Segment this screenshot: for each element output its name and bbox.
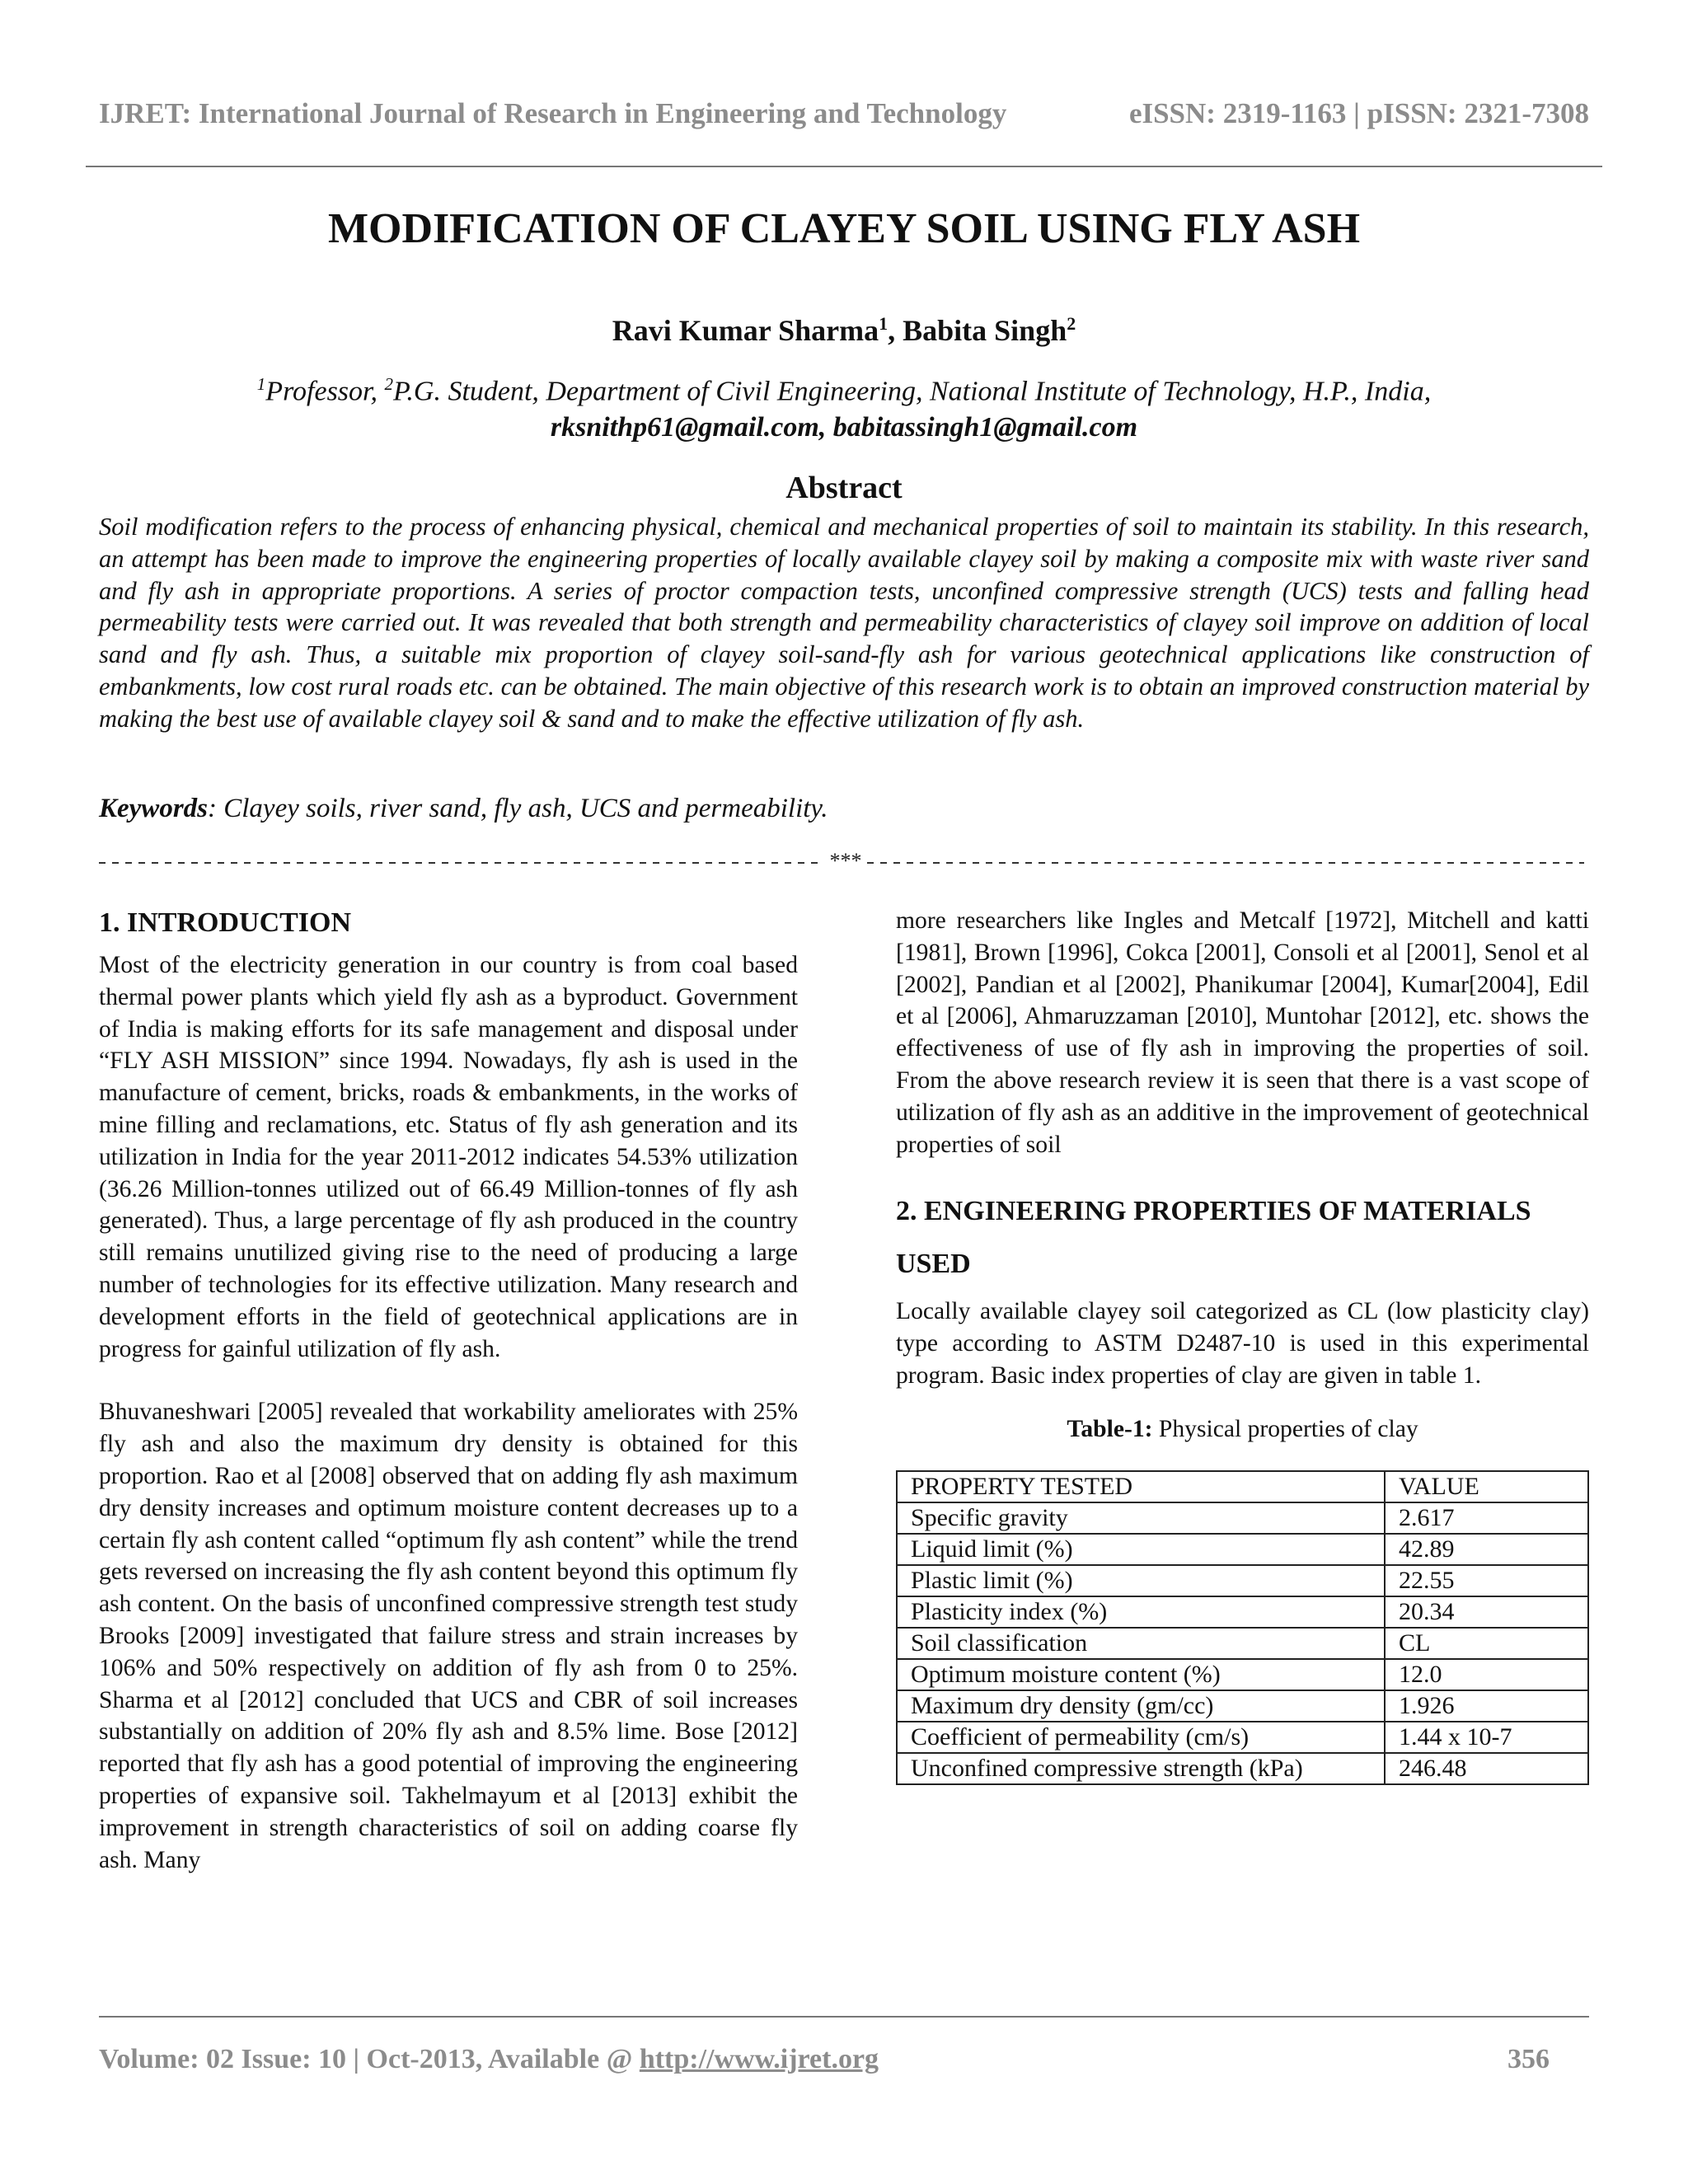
table-cell: 20.34 — [1385, 1596, 1588, 1628]
keywords-text: : Clayey soils, river sand, fly ash, UCS and permeability. — [208, 794, 828, 823]
table-cell: Optimum moisture content (%) — [897, 1659, 1385, 1690]
section-separator — [99, 849, 1589, 875]
author-1-sup: 1 — [879, 313, 889, 334]
table-cell: Plastic limit (%) — [897, 1565, 1385, 1596]
table-1-caption-text: Physical properties of clay — [1152, 1415, 1418, 1442]
author-separator: , — [888, 314, 903, 347]
affiliation-line — [0, 366, 1688, 410]
affiliation — [0, 366, 1688, 446]
table-cell: Specific gravity — [897, 1502, 1385, 1534]
properties-table — [896, 1470, 1589, 1785]
table-row — [897, 1534, 1588, 1565]
keywords — [99, 794, 1589, 824]
footer-rule — [99, 2016, 1589, 2018]
email-separator: , — [818, 412, 833, 443]
left-column — [99, 905, 798, 1876]
table-header-cell: VALUE — [1385, 1471, 1588, 1502]
right-column — [896, 905, 1589, 1785]
materials-paragraph: Locally available clayey soil categorized as CL (low plasticity clay) type according to ASTM D2487-10 is used in this experimental program. Basic index properties of clay are given in table 1. — [896, 1298, 1589, 1389]
table-cell: 1.926 — [1385, 1690, 1588, 1722]
table-cell: 1.44 x 10-7 — [1385, 1722, 1588, 1753]
table-cell: Unconfined compressive strength (kPa) — [897, 1753, 1385, 1784]
table-cell: CL — [1385, 1628, 1588, 1659]
email-line — [0, 410, 1688, 446]
affil-sup-1: 1 — [256, 374, 266, 394]
separator-mark: *** — [829, 849, 862, 873]
table-cell: Coefficient of permeability (cm/s) — [897, 1722, 1385, 1753]
table-cell: Liquid limit (%) — [897, 1534, 1385, 1565]
affil-role-1: Professor, — [265, 376, 385, 407]
header-rule — [86, 166, 1602, 167]
page-footer — [99, 2044, 1550, 2075]
table-row — [897, 1628, 1588, 1659]
abstract-heading: Abstract — [785, 471, 903, 505]
table-row — [897, 1753, 1588, 1784]
section-2-heading-line-2: USED — [896, 1249, 971, 1280]
table-cell: 2.617 — [1385, 1502, 1588, 1534]
table-row — [897, 1596, 1588, 1628]
table-header-cell: PROPERTY TESTED — [897, 1471, 1385, 1502]
table-row — [897, 1565, 1588, 1596]
footer-volume: Volume: 02 Issue: 10 | Oct-2013, Available @ — [99, 2044, 640, 2074]
table-cell: Maximum dry density (gm/cc) — [897, 1690, 1385, 1722]
section-1-heading: 1. INTRODUCTION — [99, 907, 352, 938]
paragraph-gap — [99, 1365, 798, 1396]
author-1: Ravi Kumar Sharma — [612, 314, 879, 347]
separator-dash-left — [99, 862, 824, 864]
section-2-heading-line-1: 2. ENGINEERING PROPERTIES OF MATERIALS — [896, 1196, 1531, 1227]
table-1-caption — [896, 1413, 1589, 1446]
table-row — [897, 1659, 1588, 1690]
issn-info: eISSN: 2319-1163 | pISSN: 2321-7308 — [1128, 97, 1589, 129]
abstract-text: Soil modification refers to the process of enhancing physical, chemical and mechanical properties of soil to maintain its stability. In this research, an attempt has been made to improve the engineering properties of locally available clayey soil by making a composite mix with waste river sand and fly ash in appropriate proportions. A series of proctor compaction tests, unconfined compressive strength (UCS) tests and falling head permeability tests were carried out. It was revealed that both strength and permeability characteristics of clayey soil improve on addition of local sand and fly ash. Thus, a suitable mix proportion of clayey soil-sand-fly ash for various geotechnical applications like construction of embankments, low cost rural roads etc. can be obtained. The main objective of this research work is to obtain an improved construction material by making the best use of available clayey soil & sand and to make the effective utilization of fly ash. — [99, 513, 1589, 733]
table-cell: 246.48 — [1385, 1753, 1588, 1784]
author-line — [0, 313, 1688, 348]
section-2-heading — [896, 1185, 1589, 1291]
paper-title: MODIFICATION OF CLAYEY SOIL USING FLY ASH — [327, 205, 1361, 252]
author-2: Babita Singh — [903, 314, 1067, 347]
table-row — [897, 1690, 1588, 1722]
separator-dash-right — [867, 862, 1584, 864]
intro-paragraph-2-continued: more researchers like Ingles and Metcalf [1972], Mitchell and katti [1981], Brown [1996], Cokca [2001], Consoli et al [2001], Senol et al [2002], Pandian et al [2002], Phanikumar [2004], Kumar[2004], Edil et al [2006], Ahmaruzzaman [2010], Muntohar [2012], etc. shows the effectiveness of use of fly ash in improving the properties of soil. From the above research review it is seen that there is a vast scope of utilization of fly ash as an additive in the improvement of geotechnical properties of soil — [896, 907, 1589, 1158]
affil-sup-2: 2 — [384, 374, 393, 394]
page-number: 356 — [1507, 2044, 1550, 2074]
table-row — [897, 1722, 1588, 1753]
table-1-label: Table-1: — [1067, 1415, 1153, 1442]
table-row — [897, 1502, 1588, 1534]
table-header-row — [897, 1471, 1588, 1502]
table-cell: 22.55 — [1385, 1565, 1588, 1596]
footer-link[interactable]: http://www.ijret.org — [639, 2044, 879, 2074]
intro-paragraph-1: Most of the electricity generation in our country is from coal based thermal power plants which yield fly ash as a byproduct. Government of India is making efforts for its safe management and disposal under “FLY ASH MISSION” since 1994. Nowadays, fly ash is used in the manufacture of cement, bricks, roads & embankments, in the works of mine filling and reclamations, etc. Status of fly ash generation and its utilization in India for the year 2011-2012 indicates 54.53% utilization (36.26 Million-tonnes utilized out of 66.49 Million-tonnes of fly ash generated). Thus, a large percentage of fly ash produced in the country still remains unutilized giving rise to the need of producing a large number of technologies for its effective utilization. Many research and development efforts in the field of geotechnical applications are in progress for gainful utilization of fly ash. — [99, 952, 798, 1362]
table-cell: 42.89 — [1385, 1534, 1588, 1565]
table-cell: Plasticity index (%) — [897, 1596, 1385, 1628]
author-2-sup: 2 — [1067, 313, 1076, 334]
keywords-label: Keywords — [99, 794, 208, 823]
email-2[interactable]: babitassingh1@gmail.com — [832, 412, 1138, 443]
journal-name: IJRET: International Journal of Research in Engineering and Technology — [99, 97, 1007, 129]
table-cell: Soil classification — [897, 1628, 1385, 1659]
affil-text: P.G. Student, Department of Civil Engineering, National Institute of Technology, H.P., India, — [393, 376, 1432, 407]
email-1[interactable]: rksnithp61@gmail.com — [550, 412, 819, 443]
table-cell: 12.0 — [1385, 1659, 1588, 1690]
intro-paragraph-2: Bhuvaneshwari [2005] revealed that workability ameliorates with 25% fly ash and also the maximum dry density is obtained for this proportion. Rao et al [2008] observed that on adding fly ash maximum dry density increases and optimum moisture content decreases up to a certain fly ash content called “optimum fly ash content” while the trend gets reversed on increasing the fly ash content beyond this optimum fly ash content. On the basis of unconfined compressive strength test study Brooks [2009] investigated that failure stress and strain increases by 106% and 50% respectively on addition of fly ash from 0 to 25%. Sharma et al [2012] concluded that UCS and CBR of soil increases substantially on addition of 20% fly ash and 8.5% lime. Bose [2012] reported that fly ash has a good potential of improving the engineering properties of expansive soil. Takhelmayum et al [2013] exhibit the improvement in strength characteristics of soil on adding coarse fly ash. Many — [99, 1399, 798, 1873]
